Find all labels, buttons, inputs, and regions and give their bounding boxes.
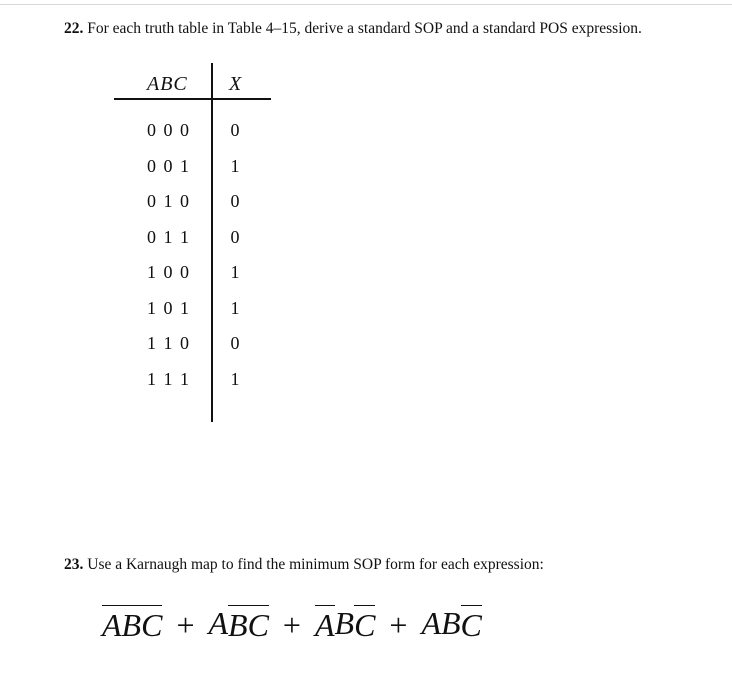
- truth-table-output-cell: 1: [230, 368, 240, 389]
- question-23: [64, 556, 544, 574]
- truth-table-output-cell: 0: [230, 191, 240, 211]
- complemented-literal: C: [141, 607, 163, 643]
- question-23-number: 23.: [64, 556, 84, 573]
- literal: A: [208, 605, 229, 641]
- truth-table-output-cell: 0: [230, 333, 240, 353]
- truth-table-input-cell: 1 1 1: [147, 368, 191, 389]
- complemented-literal: B: [121, 607, 142, 643]
- product-term: [208, 605, 268, 643]
- boolean-expression: [102, 603, 482, 643]
- truth-table-input-cell: 1 0 1: [147, 297, 191, 318]
- top-divider: [0, 4, 732, 5]
- truth-table-output-header: X: [229, 73, 242, 95]
- truth-table-output-cell: 1: [230, 155, 240, 176]
- truth-table-input-cell: 0 1 0: [147, 191, 191, 211]
- plus-operator: +: [282, 607, 301, 643]
- truth-table-input-cell: 0 1 1: [147, 226, 191, 247]
- complemented-literal: C: [460, 607, 482, 643]
- complemented-literal: C: [247, 607, 269, 643]
- truth-table-input-header: ABC: [147, 73, 188, 95]
- literal: B: [441, 605, 461, 641]
- complemented-literal: A: [314, 607, 335, 643]
- truth-table-input-cell: 1 0 0: [147, 262, 191, 282]
- question-22-number: 22.: [64, 20, 84, 37]
- truth-table-header-rule: [114, 98, 271, 100]
- plus-operator: +: [389, 607, 408, 643]
- truth-table-input-cell: 0 0 1: [147, 155, 191, 176]
- product-term: [421, 605, 481, 643]
- truth-table-input-cell: 1 1 0: [147, 333, 191, 353]
- truth-table-output-cell: 0: [230, 120, 240, 140]
- truth-table-output-cell: 0: [230, 226, 240, 247]
- question-22-text: For each truth table in Table 4–15, derive a standard SOP and a standard POS expression.: [83, 20, 642, 37]
- product-term: [102, 605, 162, 643]
- truth-table-column-divider: [211, 63, 213, 422]
- plus-operator: +: [176, 607, 195, 643]
- complemented-literal: C: [354, 607, 376, 643]
- product-term: [315, 605, 375, 643]
- literal: B: [334, 605, 355, 641]
- truth-table-output-cell: 1: [230, 262, 240, 282]
- complemented-literal: A: [102, 607, 122, 643]
- question-22: [64, 20, 642, 38]
- complemented-literal: B: [228, 607, 248, 643]
- literal: A: [421, 605, 441, 641]
- truth-table-output-cell: 1: [230, 297, 240, 318]
- truth-table-input-cell: 0 0 0: [147, 120, 191, 140]
- question-23-text: Use a Karnaugh map to find the minimum SOP form for each expression:: [83, 556, 544, 573]
